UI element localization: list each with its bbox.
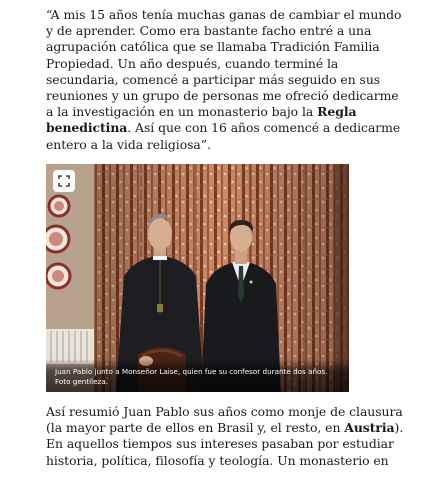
- paragraph-text: . Así que con 16 años comencé a dedicarme entero a la vida religiosa”.: [46, 120, 401, 152]
- article-photo: [46, 164, 349, 392]
- photo-image: [46, 164, 349, 392]
- article-paragraph-body: [46, 404, 404, 469]
- bold-link-regla-benedictina[interactable]: Regla benedictina: [46, 104, 357, 136]
- bold-link-austria[interactable]: Austria: [344, 420, 395, 436]
- expand-icon: [58, 175, 70, 187]
- paragraph-text: ). En aquellos tiempos sus intereses pasaban por estudiar historia, política, filosofía y teología. Un monasterio en: [46, 420, 404, 468]
- paragraph-text: “A mis 15 años tenía muchas ganas de cambiar el mundo y de aprender. Como era bastante facho entré a una agrupación católica que se llamaba Tradición Familia Propiedad. Un año después, cuando terminé la secundaria, comencé a participar más seguido en sus reuniones y un grupo de personas me ofreció dedicarme a la investigación en un monasterio bajo la: [46, 7, 402, 120]
- expand-image-button[interactable]: [53, 170, 75, 192]
- article-paragraph-intro: [46, 7, 404, 153]
- photo-caption: Juan Pablo junto a Monseñor Laise, quien fue su confesor durante dos años. Foto gentileza.: [46, 359, 349, 392]
- paragraph-text: Así resumió Juan Pablo sus años como monje de clausura (la mayor parte de ellos en Brasil y, el resto, en: [46, 404, 403, 436]
